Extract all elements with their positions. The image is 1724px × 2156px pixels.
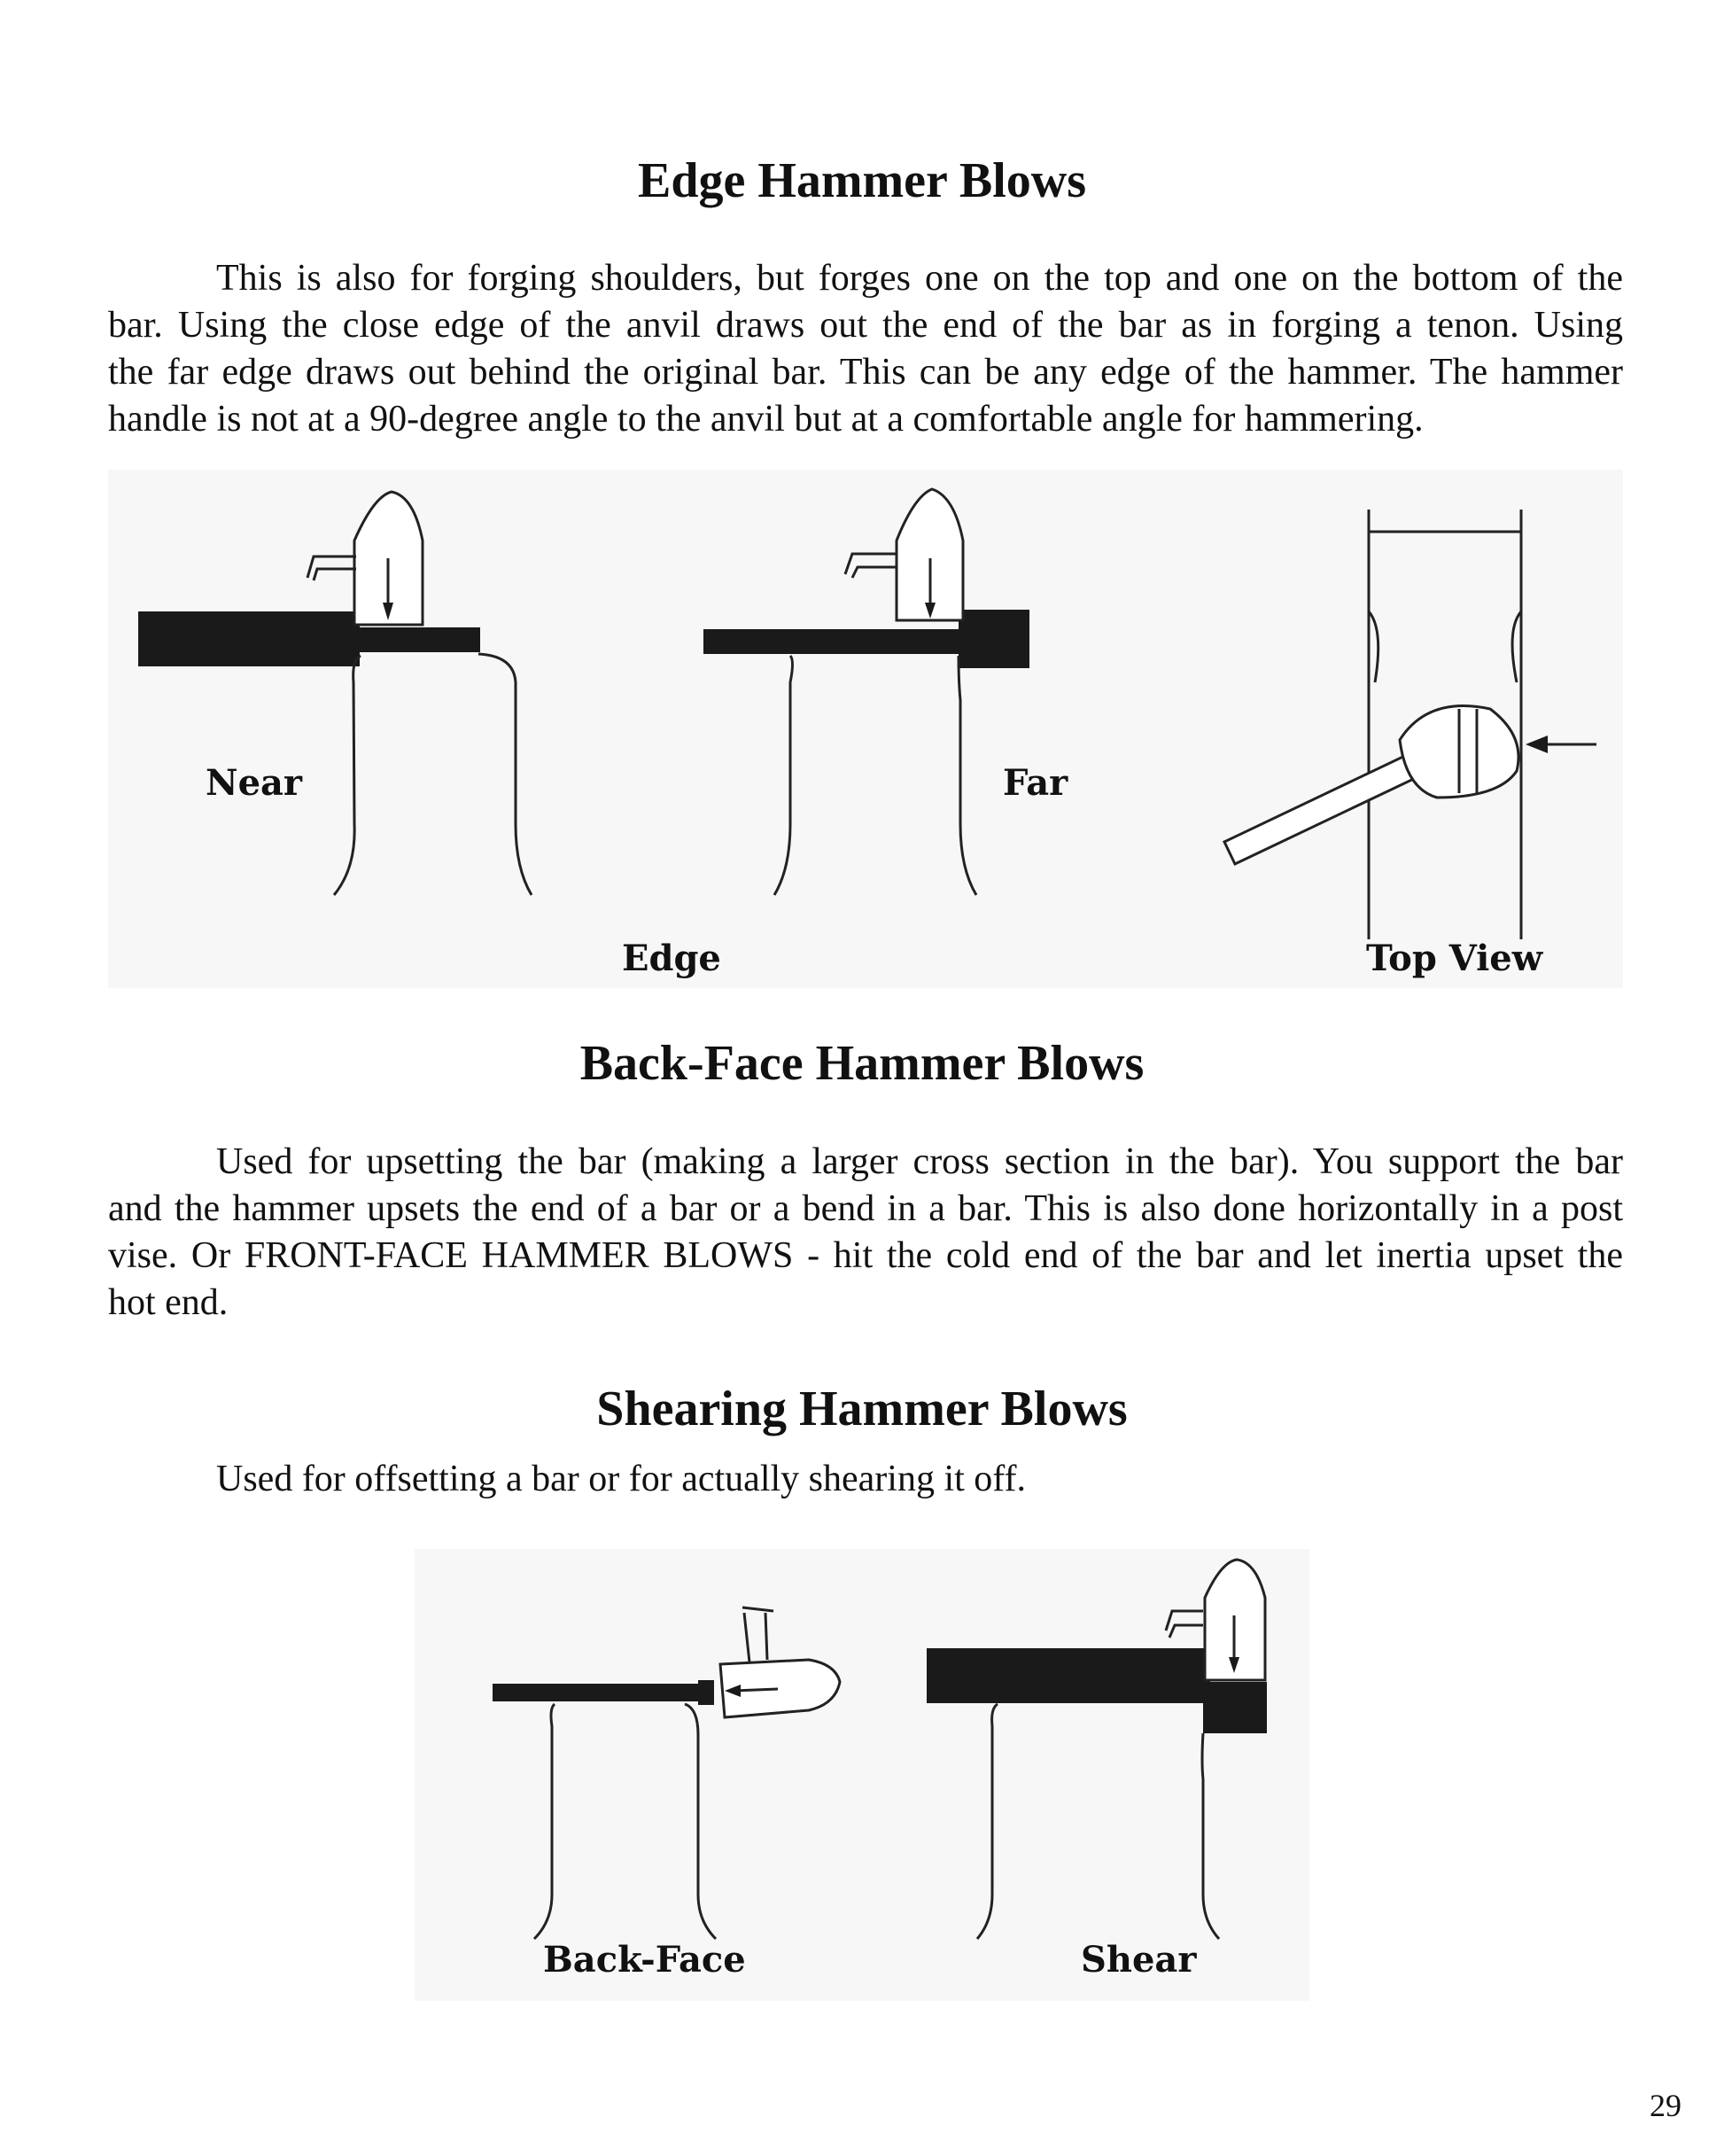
top-view-diagram xyxy=(1224,510,1596,939)
back-face-diagram xyxy=(493,1607,840,1939)
shear-diagram xyxy=(927,1560,1267,1939)
paragraph-line: bar. Using the close edge of the anvil draws out the end of the bar as in forging a tenon. Using xyxy=(108,305,1623,346)
edge-label: Edge xyxy=(622,938,721,979)
edge-blows-figure xyxy=(108,470,1623,988)
far-label: Far xyxy=(1003,762,1068,804)
shearing-figure xyxy=(415,1549,1309,2001)
paragraph-line: the far edge draws out behind the original bar. This can be any edge of the hammer. The hammer xyxy=(108,352,1623,393)
paragraph-line: This is also for forging shoulders, but forges one on the top and one on the bottom of the xyxy=(216,258,1623,299)
near-label: Near xyxy=(206,762,303,804)
paragraph-line: hot end. xyxy=(108,1282,229,1323)
shearing-hammer-blows-heading: Shearing Hammer Blows xyxy=(596,1382,1128,1436)
paragraph-line: and the hammer upsets the end of a bar or a bend in a bar. This is also done horizontally in a post xyxy=(108,1188,1623,1229)
far-diagram xyxy=(703,489,1029,895)
shearing-paragraph: Used for offsetting a bar or for actually shearing it off. xyxy=(216,1459,1026,1499)
paragraph-line: handle is not at a 90-degree angle to the anvil but at a comfortable angle for hammering. xyxy=(108,399,1424,440)
edge-hammer-blows-heading: Edge Hammer Blows xyxy=(637,153,1087,208)
top-view-label: Top View xyxy=(1366,938,1543,979)
near-diagram xyxy=(138,492,532,895)
page-number: 29 xyxy=(1650,2088,1681,2123)
back-face-label: Back-Face xyxy=(543,1939,746,1981)
edge-hammer-blows-paragraph xyxy=(108,255,1623,443)
shear-label: Shear xyxy=(1081,1939,1197,1981)
paragraph-line: vise. Or FRONT-FACE HAMMER BLOWS - hit the cold end of the bar and let inertia upset the xyxy=(108,1235,1623,1276)
shearing-illustration xyxy=(415,1549,1309,2001)
paragraph-line: Used for upsetting the bar (making a larger cross section in the bar). You support the bar xyxy=(216,1141,1623,1182)
back-face-hammer-blows-heading: Back-Face Hammer Blows xyxy=(579,1036,1145,1091)
back-face-paragraph xyxy=(108,1139,1623,1327)
edge-blows-illustration xyxy=(108,470,1623,988)
